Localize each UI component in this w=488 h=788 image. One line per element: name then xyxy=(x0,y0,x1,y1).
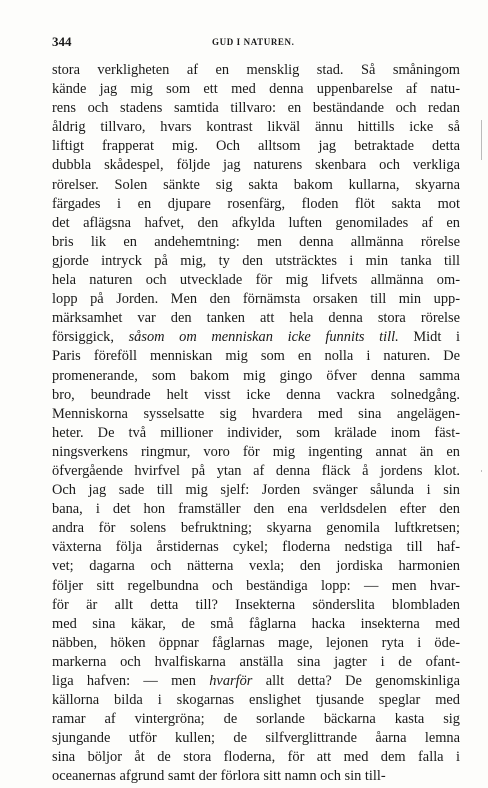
text-line: Och jag sade till mig sjelf: Jorden svänger sålunda i sin xyxy=(52,482,460,499)
text-line: liga hafven: — men hvarför allt detta? De genomskinliga xyxy=(52,673,460,689)
text-line: vet; dagarna och nätterna vexla; den jordiska harmonien xyxy=(52,558,460,575)
text-line: rens och stadens samtida tillvaro: en beständande och redan xyxy=(52,100,460,117)
running-head: GUD I NATUREN. xyxy=(212,37,295,47)
text-line: liftigt frapperat mig. Och alltsom jag betraktade detta xyxy=(52,138,460,155)
text-line: bris lik en andehemtning: men denna allmänna rörelse xyxy=(52,233,460,250)
text-line: stora verkligheten af en mensklig stad. Så småningom xyxy=(52,62,460,78)
text-line: följer sitt regelbundna och beständiga lopp: — men hvar- xyxy=(52,577,460,594)
text-line: källorna bilda i skogarnas enslighet tjusande speglar med xyxy=(52,692,460,709)
text-line: lopp på Jorden. Men den förnämsta orsaken till min upp- xyxy=(52,291,460,308)
text-line: sina böljor åt de stora floderna, för att med dem falla i xyxy=(52,749,460,766)
text-line: rörelser. Solen sänkte sig sakta bakom kullarna, skyarna xyxy=(52,176,460,193)
text-line: ningsverkens ringmur, voro för mig ingenting annat än en xyxy=(52,443,460,460)
text-line: markerna och hvalfiskarna anställa sina jagter i de ofant- xyxy=(52,653,460,670)
text-line: Menniskorna sysselsatte sig hvardera med sina angelägen- xyxy=(52,405,460,422)
text-line: det aflägsna hafvet, den afkylda luften genomilades af en xyxy=(52,214,460,231)
text-line: sjungande utför kullen; de silfverglittrande åarna lemna xyxy=(52,730,460,747)
text-line: gjorde intryck på mig, ty den utsträcktes i min tanka till xyxy=(52,252,460,269)
text-line: märksamhet var den tanken att hela denna stora rörelse xyxy=(52,310,460,327)
text-line: andra för solens befruktning; skyarna genomila luftkretsen; xyxy=(52,520,460,537)
text-line: färgades i en djupare rosenfärg, floden flöt sakta mot xyxy=(52,195,460,212)
page-header xyxy=(52,34,460,50)
text-line: oceanernas afgrund samt der förlora sitt namn och sin till- xyxy=(52,768,386,785)
text-line: näbben, höken öppnar fåglarnas mage, lejonen ryta i öde- xyxy=(52,634,460,651)
text-line: bana, i det hon framställer den ena verldsdelen efter den xyxy=(52,501,460,518)
body-text xyxy=(52,61,460,787)
text-line: heter. De två millioner individer, som krälade inom fäst- xyxy=(52,424,460,441)
text-line: för är allt detta till? Insekterna sönderslita blombladen xyxy=(52,596,460,613)
page-number: 344 xyxy=(52,34,72,49)
text-line: försiggick, såsom om menniskan icke funnits till. Midt i xyxy=(52,329,461,346)
text-line: med sina käkar, de små fåglarna hacka insekterna med xyxy=(52,615,460,632)
text-line: ramar af vintergröna; de sorlande bäckarna kasta sig xyxy=(52,711,460,728)
text-line: öfvergående hvirfvel på ytan af denna fläck å jordens klot. xyxy=(52,462,460,479)
text-line: växterna följa årstidernas cykel; floderna nedstiga till haf- xyxy=(52,539,460,556)
text-line: hela naturen och utvecklade för mig lifvets allmänna om- xyxy=(52,272,460,289)
text-line: dubbla skådespel, följde jag naturens skenbara och verkliga xyxy=(52,157,460,174)
text-line: Paris föreföll menniskan mig som en nolla i naturen. De xyxy=(52,348,460,365)
text-line: kände jag mig som ett med denna uppenbarelse af natu- xyxy=(52,81,460,98)
page-edge-mark xyxy=(481,470,482,472)
page-edge-mark xyxy=(481,120,482,160)
text-line: åldrig tillvaro, hvars kontrast likväl ännu hittills icke så xyxy=(52,119,460,136)
text-line: promenerande, som bakom mig gingo öfver denna samma xyxy=(52,367,460,384)
text-line: bro, beundrade helt visst icke denna vackra solnedgång. xyxy=(52,386,460,403)
